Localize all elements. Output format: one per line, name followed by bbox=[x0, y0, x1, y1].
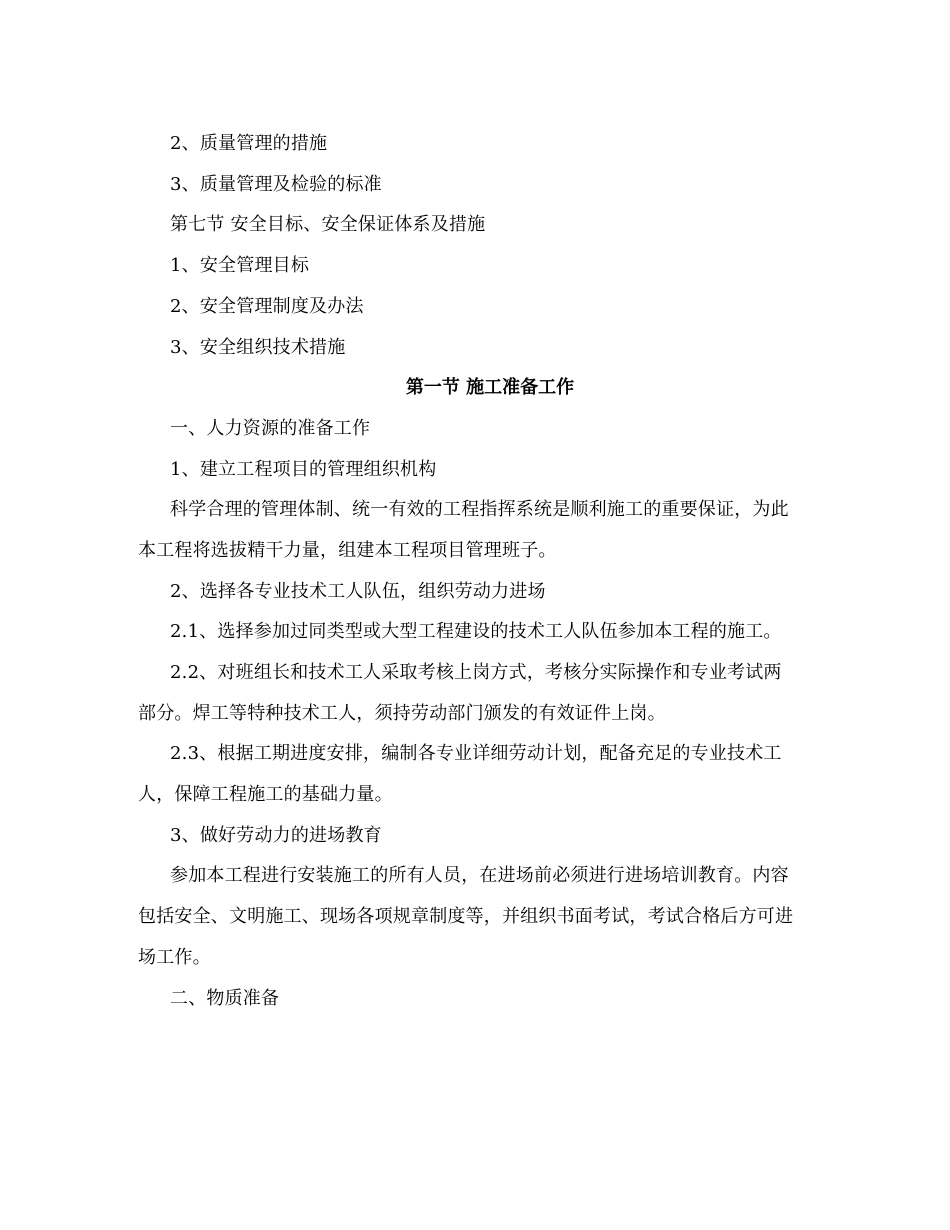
toc-item-safety-system: 2、安全管理制度及办法 bbox=[170, 296, 364, 317]
sub3-heading: 3、做好劳动力的进场教育 bbox=[170, 825, 382, 846]
toc-item-safety-goal: 1、安全管理目标 bbox=[170, 255, 310, 276]
part1-heading: 一、人力资源的准备工作 bbox=[170, 418, 371, 439]
sub1-paragraph-line1: 科学合理的管理体制、统一有效的工程指挥系统是顺利施工的重要保证，为此 bbox=[170, 499, 789, 520]
item-2-3-line2: 人，保障工程施工的基础力量。 bbox=[138, 784, 393, 805]
sub3-paragraph-line1: 参加本工程进行安装施工的所有人员，在进场前必须进行进场培训教育。内容 bbox=[170, 865, 789, 886]
sub3-paragraph-line2: 包括安全、文明施工、现场各项规章制度等，并组织书面考试，考试合格后方可进 bbox=[138, 906, 794, 927]
toc-item-quality-standards: 3、质量管理及检验的标准 bbox=[170, 174, 382, 195]
toc-section7-title: 第七节 安全目标、安全保证体系及措施 bbox=[170, 214, 486, 235]
item-2-2-line1: 2.2、对班组长和技术工人采取考核上岗方式，考核分实际操作和专业考试两 bbox=[170, 662, 782, 683]
part2-heading: 二、物质准备 bbox=[170, 988, 280, 1009]
item-2-1: 2.1、选择参加过同类型或大型工程建设的技术工人队伍参加本工程的施工。 bbox=[170, 621, 782, 642]
toc-item-safety-tech: 3、安全组织技术措施 bbox=[170, 337, 346, 358]
sub2-heading: 2、选择各专业技术工人队伍，组织劳动力进场 bbox=[170, 581, 546, 602]
sub3-paragraph-line3: 场工作。 bbox=[138, 947, 211, 968]
item-2-3-line1: 2.3、根据工期进度安排，编制各专业详细劳动计划，配备充足的专业技术工 bbox=[170, 743, 782, 764]
section1-title: 第一节 施工准备工作 bbox=[405, 377, 575, 398]
toc-item-quality-measures: 2、质量管理的措施 bbox=[170, 133, 328, 154]
sub1-paragraph-line2: 本工程将选拔精干力量，组建本工程项目管理班子。 bbox=[138, 540, 557, 561]
sub1-heading: 1、建立工程项目的管理组织机构 bbox=[170, 459, 437, 480]
item-2-2-line2: 部分。焊工等特种技术工人，须持劳动部门颁发的有效证件上岗。 bbox=[138, 703, 666, 724]
